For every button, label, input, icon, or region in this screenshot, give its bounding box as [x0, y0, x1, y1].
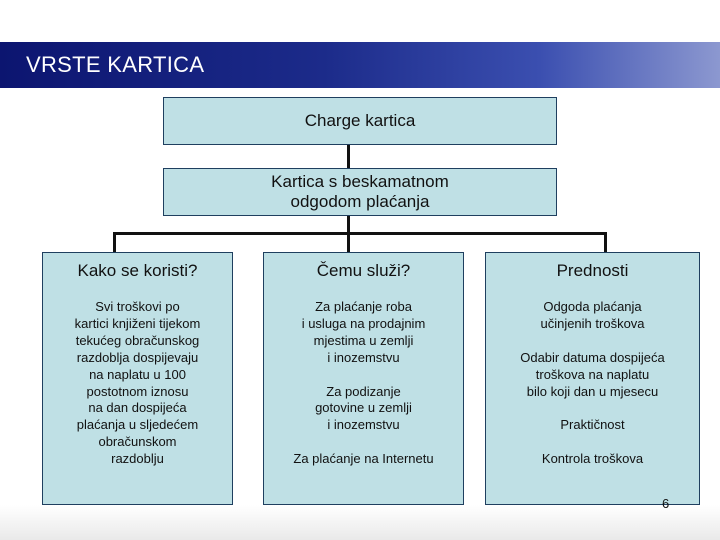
connector-col-3 — [604, 232, 607, 252]
connector-col-2 — [347, 232, 350, 252]
column-advantages — [485, 252, 700, 505]
column-purpose — [263, 252, 464, 505]
column-purpose-body — [264, 299, 463, 468]
column-purpose-heading: Čemu služi? — [316, 261, 411, 280]
purpose-item-cash: Za podizanje gotovine u zemlji i inozemstvu — [315, 383, 412, 433]
deferred-payment-box — [163, 168, 557, 216]
usage-text: Svi troškovi po kartici knjiženi tijekom tekućeg obračunskog razdoblja dospijevaju na naplatu u 100 postotnom iznosu na dan dospijeća plaćanja u sljedećem obračunskom razdoblju — [74, 299, 201, 467]
advantage-item-cost-control: Kontrola troškova — [541, 451, 644, 467]
title-bar — [0, 42, 720, 88]
advantage-item-practicality: Praktičnost — [560, 417, 625, 433]
bottom-shadow — [0, 505, 720, 540]
charge-card-box — [163, 97, 557, 145]
connector-horizontal — [113, 232, 607, 235]
connector-col-1 — [113, 232, 116, 252]
charge-card-label: Charge kartica — [304, 111, 416, 130]
column-usage-body — [43, 299, 232, 468]
deferred-payment-label: Kartica s beskamatnom odgodom plaćanja — [271, 172, 449, 211]
page-number: 6 — [662, 496, 670, 511]
slide-title: VRSTE KARTICA — [26, 52, 205, 77]
advantage-item-due-date: Odabir datuma dospijeća troškova na naplatu bilo koji dan u mjesecu — [520, 349, 665, 399]
column-advantages-heading: Prednosti — [556, 261, 629, 280]
purpose-item-payments: Za plaćanje roba i usluga na prodajnim mjestima u zemlji i inozemstvu — [301, 299, 426, 365]
purpose-item-internet: Za plaćanje na Internetu — [293, 451, 434, 467]
column-usage — [42, 252, 233, 505]
column-usage-heading: Kako se koristi? — [77, 261, 198, 280]
advantage-item-deferral: Odgoda plaćanja učinjenih troškova — [540, 299, 645, 331]
connector-top-mid — [347, 145, 350, 168]
column-advantages-body — [486, 299, 699, 468]
